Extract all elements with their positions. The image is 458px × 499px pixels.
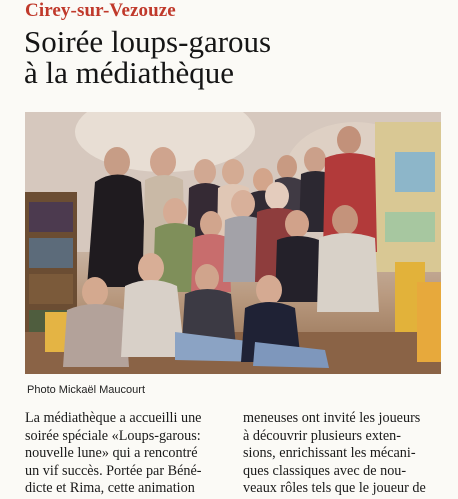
headline-line-2: à la médiathèque [24, 55, 235, 90]
body-line: un vif succès. Portée par Béné- [25, 462, 202, 479]
body-line: soirée spéciale «Loups-garous: [25, 427, 201, 444]
headline-line-1: Soirée loups-garous [24, 24, 272, 59]
body-line: ques classiques avec de nou- [243, 462, 407, 479]
group-photo [25, 112, 441, 374]
photo-credit: Photo Mickaël Maucourt [27, 384, 145, 396]
article-headline [24, 26, 444, 88]
body-line: sions, enrichissant les mécani- [243, 445, 416, 462]
body-line: à découvrir plusieurs exten- [243, 427, 401, 444]
group-photo-illustration [25, 112, 441, 374]
article-body-left-column [25, 410, 230, 498]
body-line: meneuses ont invité les joueurs [243, 410, 421, 426]
location-kicker: Cirey-sur-Vezouze [25, 0, 176, 21]
body-line: veaux rôles tels que le joueur de [243, 480, 426, 497]
body-line: nouvelle lune» qui a rencontré [25, 445, 198, 462]
body-line: dicte et Rima, cette animation [25, 480, 195, 497]
body-line: La médiathèque a accueilli une [25, 410, 202, 426]
article-body-right-column [243, 410, 448, 498]
